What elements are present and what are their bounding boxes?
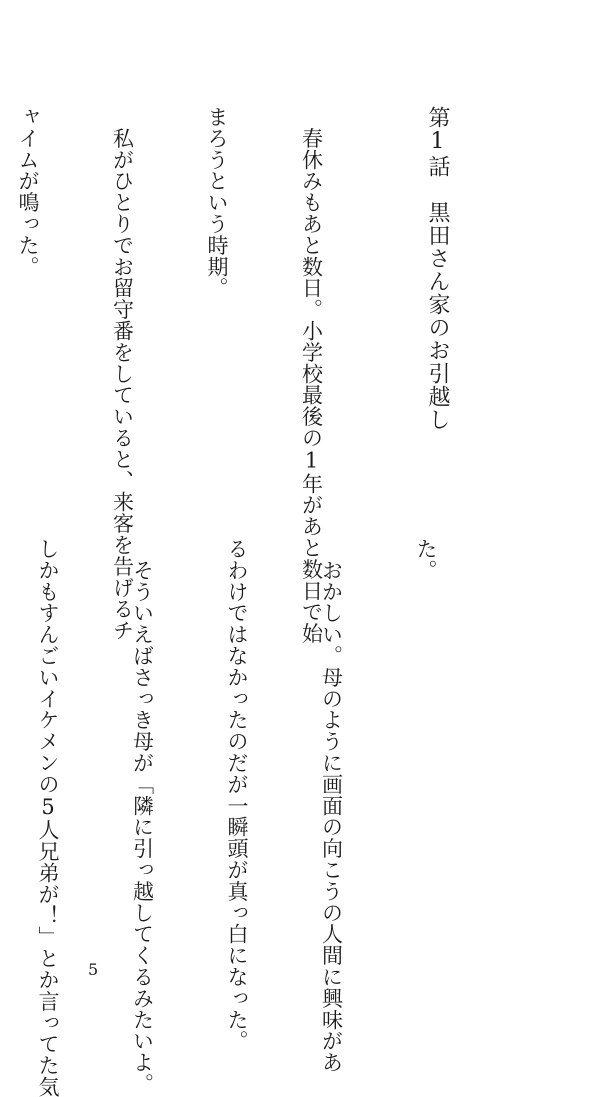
text-line: そういえばさっき母が「隣に引っ越してくるみたいよ。 xyxy=(130,538,155,1095)
chapter-title: 第1話 黒田さん家のお引越し xyxy=(425,106,450,431)
text-line: るわけではなかったのだが一瞬頭が真っ白になった。 xyxy=(225,538,249,1052)
text-line: 私がひとりでお留守番をしていると、来客を告げるチ xyxy=(110,106,135,641)
upper-text-block xyxy=(0,106,516,644)
text-line: た。 xyxy=(414,538,438,581)
lower-text-block xyxy=(0,538,504,1097)
page-number: 5 xyxy=(88,960,99,979)
text-line: しかもすんごいイケメンの5人兄弟が！」とか言ってた気 xyxy=(36,538,60,1097)
text-line: まろうという時期。 xyxy=(205,106,229,299)
text-line: 春休みもあと数日。小学校最後の1年があと数日で始 xyxy=(299,106,324,644)
text-line: おかしい。母のように画面の向こうの人間に興味があ xyxy=(319,538,344,1073)
text-line: ャイムが鳴った。 xyxy=(16,106,40,278)
